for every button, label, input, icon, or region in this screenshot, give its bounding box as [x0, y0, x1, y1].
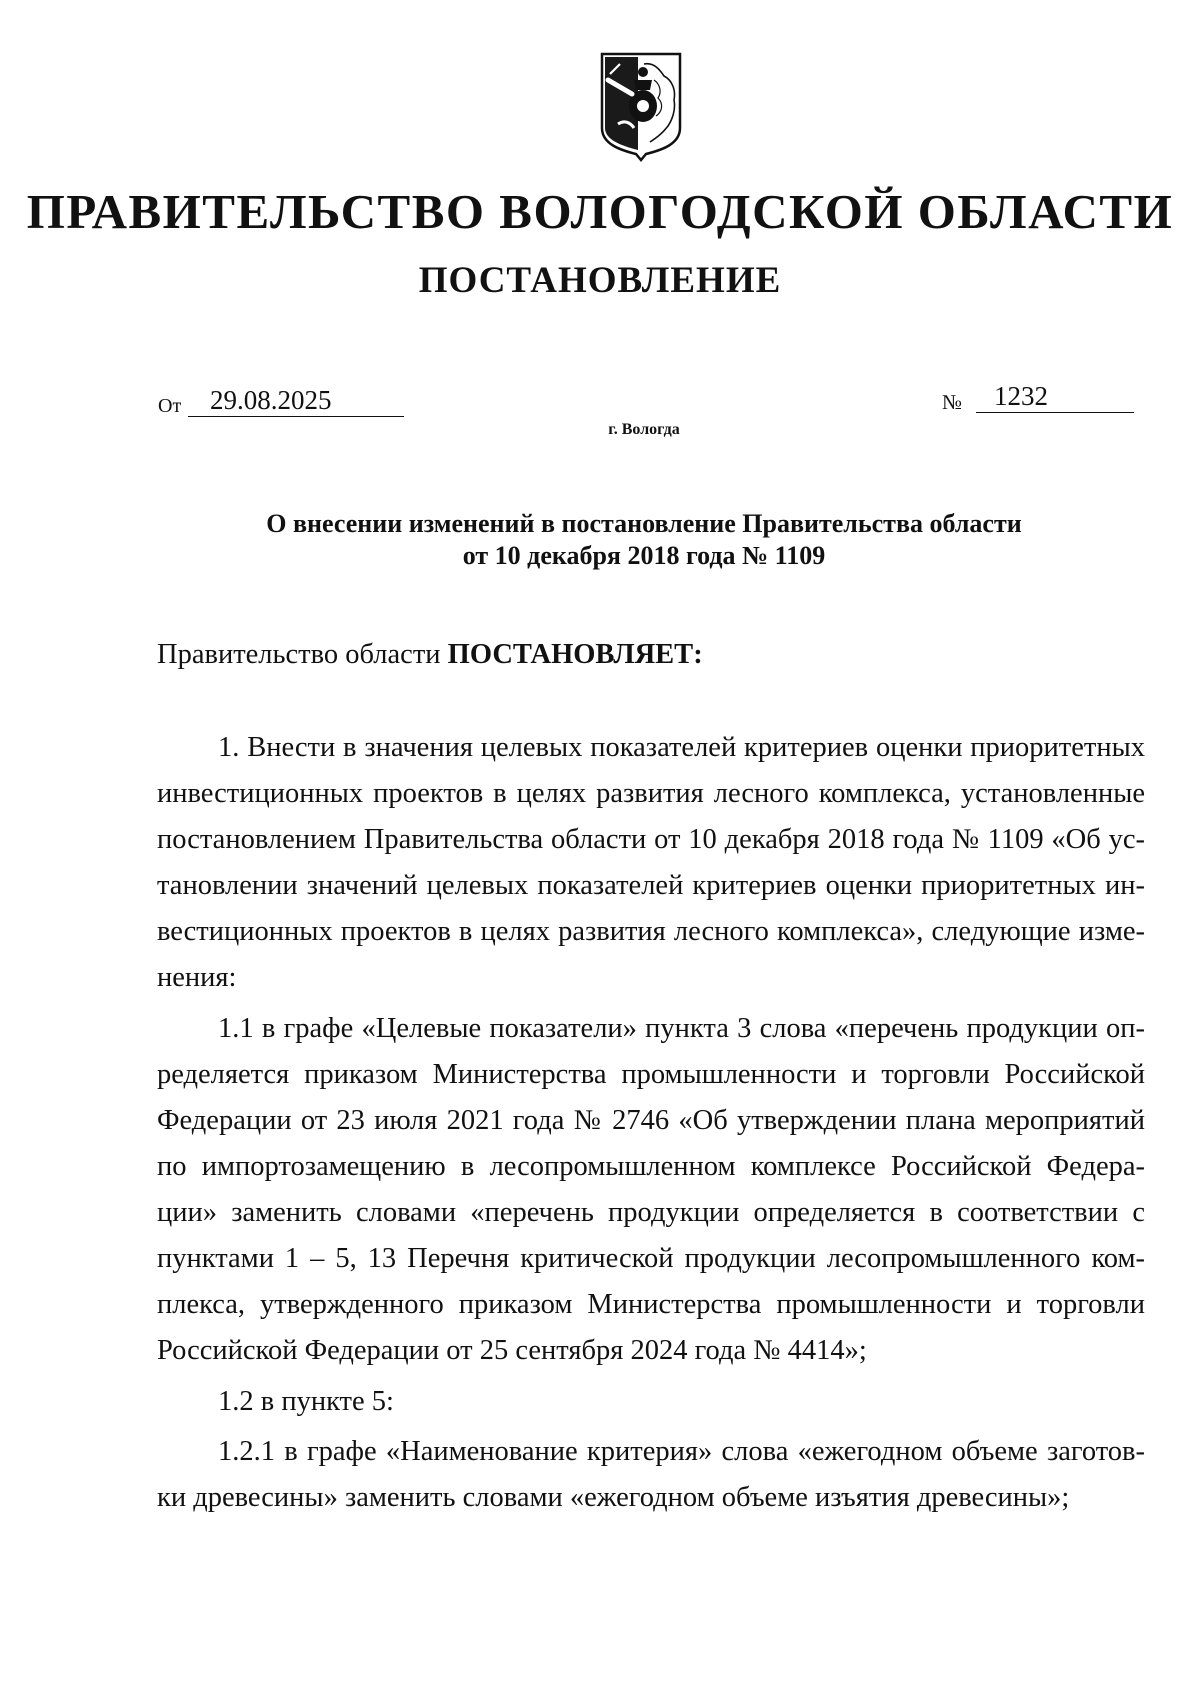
body-line: тановлении значений целевых показателей критериев оценки приоритетных ин- — [157, 870, 1145, 901]
intro-resolves-word: ПОСТАНОВЛЯЕТ: — [447, 639, 703, 670]
subject-line: от 10 декабря 2018 года № 1109 — [462, 541, 826, 570]
intro-text: Правительство области — [157, 639, 441, 670]
body-line: ределяется приказом Министерства промышленности и торговли Российской — [157, 1059, 1145, 1090]
body-line: Федерации от 23 июля 2021 года № 2746 «Об утверждении плана мероприятий — [157, 1105, 1145, 1136]
body-line: 1.1 в графе «Целевые показатели» пункта 3 слова «перечень продукции оп- — [218, 1013, 1145, 1044]
body-line: ции» заменить словами «перечень продукции определяется в соответствии с — [157, 1197, 1145, 1228]
government-title: ПРАВИТЕЛЬСТВО ВОЛОГОДСКОЙ ОБЛАСТИ — [26, 184, 1174, 239]
body-line: нения: — [157, 962, 237, 993]
city-label: г. Вологда — [608, 421, 680, 438]
body-line: инвестиционных проектов в целях развития лесного комплекса, установленные — [157, 778, 1145, 809]
number-sign-label: № — [942, 390, 963, 414]
body-line: 1.2.1 в графе «Наименование критерия» слова «ежегодном объеме заготов- — [218, 1436, 1145, 1467]
date-prefix-label: От — [158, 395, 182, 417]
coat-of-arms-emblem — [598, 50, 684, 162]
resolution-intro — [157, 637, 703, 673]
subject-line: О внесении изменений в постановление Правительства области — [266, 509, 1022, 538]
document-type-heading: ПОСТАНОВЛЕНИЕ — [418, 260, 782, 301]
body-line: ки древесины» заменить словами «ежегодном объеме изъятия древесины»; — [157, 1482, 1070, 1513]
document-number: 1232 — [976, 380, 1134, 413]
body-line: постановлением Правительства области от 10 декабря 2018 года № 1109 «Об ус- — [157, 824, 1145, 855]
body-line: 1.2 в пункте 5: — [218, 1386, 394, 1417]
body-line: Российской Федерации от 25 сентября 2024 года № 4414»; — [157, 1335, 867, 1366]
body-line: по импортозамещению в лесопромышленном комплексе Российской Федера- — [157, 1151, 1145, 1182]
document-date: 29.08.2025 — [188, 384, 404, 417]
body-line: плекса, утвержденного приказом Министерства промышленности и торговли — [157, 1289, 1145, 1320]
body-line: 1. Внести в значения целевых показателей критериев оценки приоритетных — [218, 732, 1145, 763]
document-subject — [0, 508, 1200, 572]
body-line: пунктами 1 – 5, 13 Перечня критической продукции лесопромышленного ком- — [157, 1243, 1145, 1274]
body-line: вестиционных проектов в целях развития лесного комплекса», следующие изме- — [157, 916, 1145, 947]
